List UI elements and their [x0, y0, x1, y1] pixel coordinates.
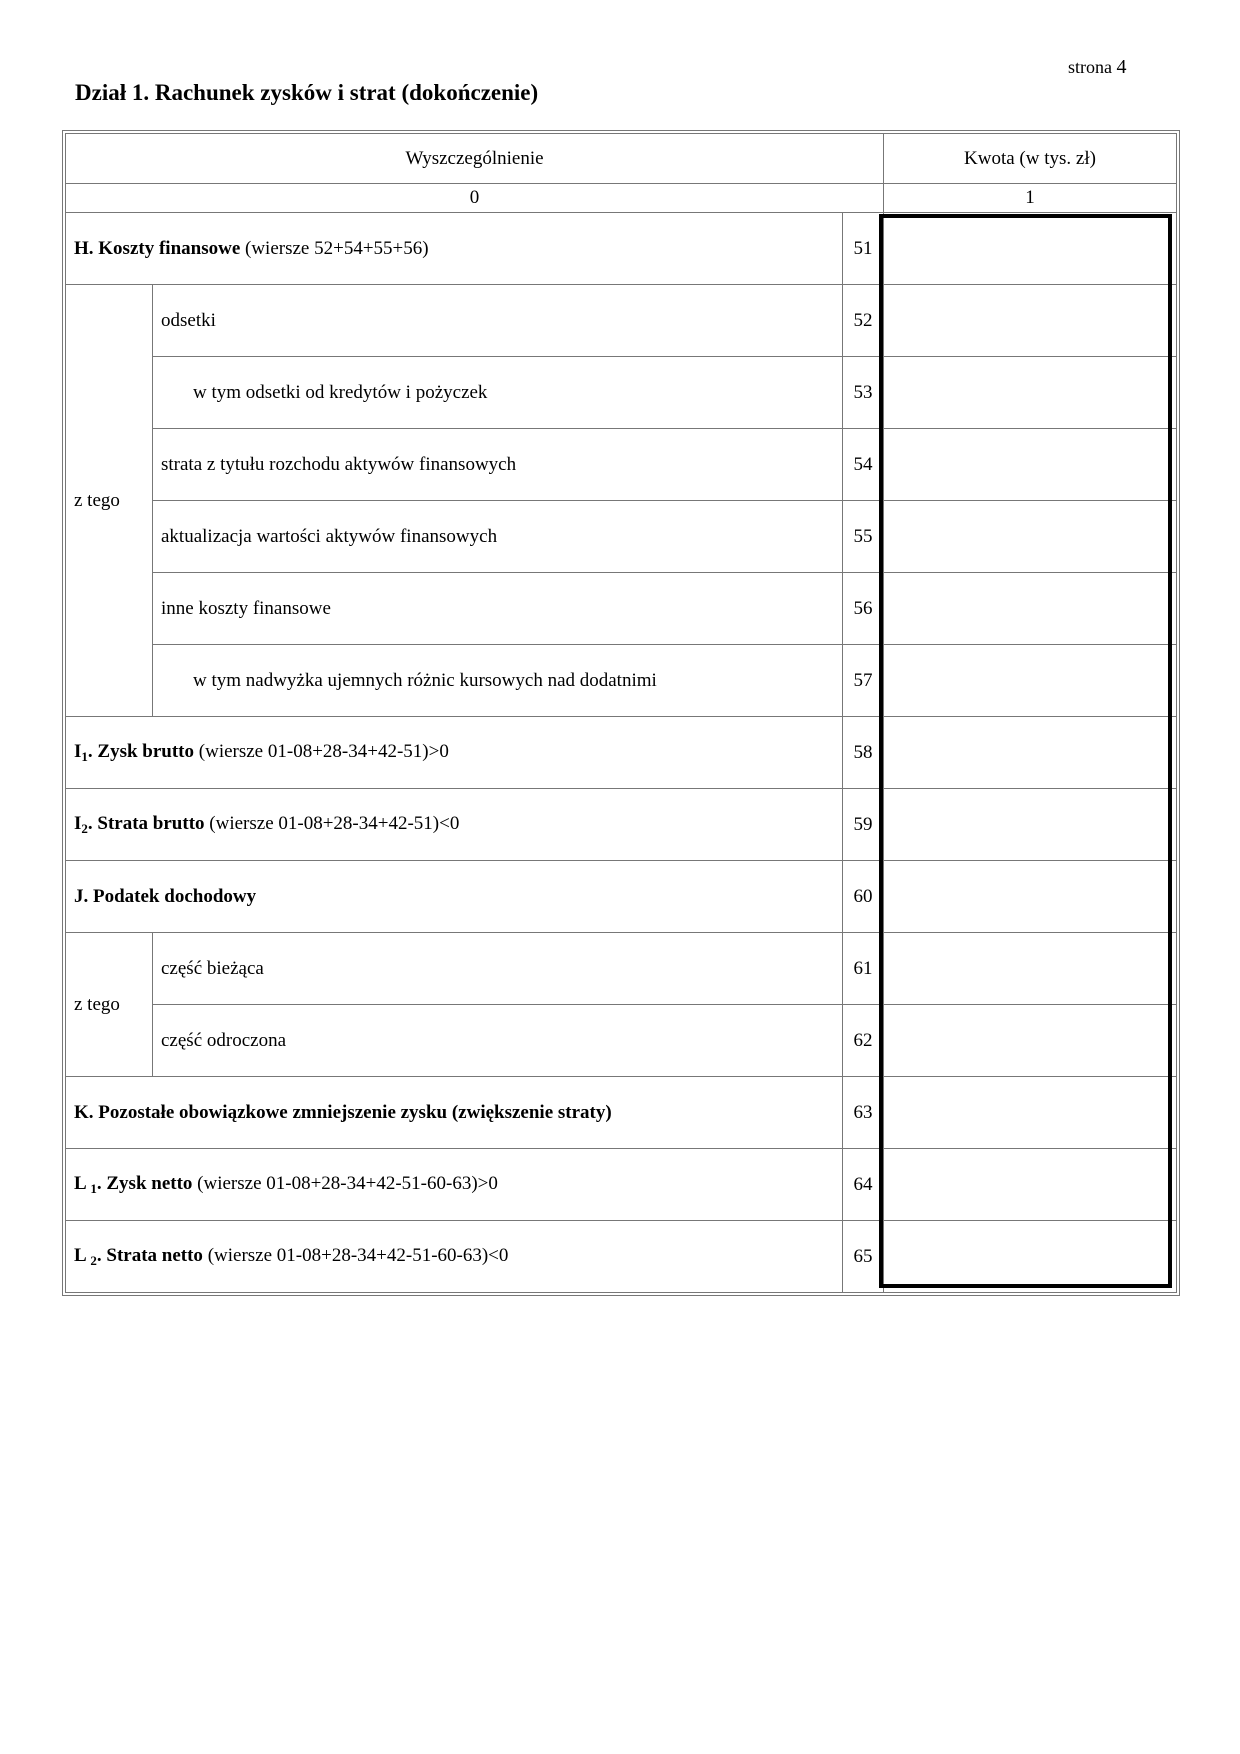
header-description: Wyszczególnienie [66, 134, 884, 184]
page-number [1068, 56, 1127, 79]
row-59-bold [74, 813, 205, 834]
column-index-1: 1 [884, 184, 1177, 213]
row-65-code: 65 [843, 1221, 884, 1293]
row-60-bold: J. Podatek dochodowy [74, 885, 257, 907]
row-56-code: 56 [843, 573, 884, 645]
row-57-code: 57 [843, 645, 884, 717]
row-61 [66, 933, 1177, 1005]
row-64-code: 64 [843, 1149, 884, 1221]
row-63-code: 63 [843, 1077, 884, 1149]
row-51-bold: H. Koszty finansowe [74, 237, 241, 259]
row-61-code: 61 [843, 933, 884, 1005]
row-58-sub: 1 [81, 748, 88, 764]
row-54-code: 54 [843, 429, 884, 501]
row-65 [66, 1221, 1177, 1293]
page-number-value: 4 [1116, 56, 1127, 78]
row-51-formula: (wiersze 52+54+55+56) [240, 237, 429, 259]
section-title: Dział 1. Rachunek zysków i strat (dokończenie) [75, 80, 539, 105]
row-58-amount-input[interactable] [884, 717, 1177, 789]
row-53-amount-input[interactable] [884, 357, 1177, 429]
row-52-code: 52 [843, 285, 884, 357]
row-59-label [66, 789, 843, 861]
row-64-letter: L [74, 1172, 91, 1194]
row-65-label [66, 1221, 843, 1293]
row-65-amount-input[interactable] [884, 1221, 1177, 1293]
row-58-label [66, 717, 843, 789]
z-tego-label-1: z tego [66, 285, 153, 717]
row-62 [66, 1005, 1177, 1077]
row-64-bold [74, 1173, 192, 1194]
row-65-letter: L [74, 1244, 91, 1266]
row-62-amount-input[interactable] [884, 1005, 1177, 1077]
row-60-amount-input[interactable] [884, 861, 1177, 933]
row-57-amount-input[interactable] [884, 645, 1177, 717]
row-62-label: część odroczona [153, 1005, 843, 1077]
z-tego-label-2: z tego [66, 933, 153, 1077]
row-58-code: 58 [843, 717, 884, 789]
row-64-sub: 1 [90, 1180, 97, 1196]
row-52-amount-input[interactable] [884, 285, 1177, 357]
header-amount: Kwota (w tys. zł) [884, 134, 1177, 184]
row-53-label: w tym odsetki od kredytów i pożyczek [153, 357, 843, 429]
row-54 [66, 429, 1177, 501]
row-65-title: . Strata netto [96, 1244, 203, 1266]
row-57 [66, 645, 1177, 717]
row-63 [66, 1077, 1177, 1149]
row-65-bold [74, 1245, 203, 1266]
row-60 [66, 861, 1177, 933]
row-58 [66, 717, 1177, 789]
row-59 [66, 789, 1177, 861]
row-63-bold: K. Pozostałe obowiązkowe zmniejszenie zysku (zwiększenie straty) [74, 1101, 612, 1123]
row-58-bold [74, 741, 194, 762]
row-60-label [66, 861, 843, 933]
row-58-title: . Zysk brutto [87, 740, 195, 762]
row-63-amount-input[interactable] [884, 1077, 1177, 1149]
row-58-formula: (wiersze 01-08+28-34+42-51)>0 [194, 740, 449, 762]
row-52 [66, 285, 1177, 357]
row-55-code: 55 [843, 501, 884, 573]
income-statement-table [65, 133, 1177, 1293]
page-label: strona [1068, 57, 1112, 77]
row-59-title: . Strata brutto [87, 812, 205, 834]
row-55-amount-input[interactable] [884, 501, 1177, 573]
row-58-letter: I [74, 740, 82, 762]
row-53-code: 53 [843, 357, 884, 429]
row-51-label [66, 213, 843, 285]
row-64-label [66, 1149, 843, 1221]
row-51-amount-input[interactable] [884, 213, 1177, 285]
row-54-amount-input[interactable] [884, 429, 1177, 501]
row-51-code: 51 [843, 213, 884, 285]
row-64-amount-input[interactable] [884, 1149, 1177, 1221]
row-53 [66, 357, 1177, 429]
row-59-letter: I [74, 812, 82, 834]
row-64-formula: (wiersze 01-08+28-34+42-51-60-63)>0 [192, 1172, 498, 1194]
column-index-0: 0 [66, 184, 884, 213]
row-56-amount-input[interactable] [884, 573, 1177, 645]
row-52-label: odsetki [153, 285, 843, 357]
row-56 [66, 573, 1177, 645]
row-64 [66, 1149, 1177, 1221]
row-57-label: w tym nadwyżka ujemnych różnic kursowych nad dodatnimi [153, 645, 843, 717]
row-59-sub: 2 [81, 820, 88, 836]
row-65-sub: 2 [90, 1252, 97, 1268]
row-60-code: 60 [843, 861, 884, 933]
row-55 [66, 501, 1177, 573]
column-index-row [66, 184, 1177, 213]
row-59-code: 59 [843, 789, 884, 861]
row-64-title: . Zysk netto [96, 1172, 193, 1194]
row-59-amount-input[interactable] [884, 789, 1177, 861]
header-row [66, 134, 1177, 184]
row-56-label: inne koszty finansowe [153, 573, 843, 645]
row-62-code: 62 [843, 1005, 884, 1077]
row-54-label: strata z tytułu rozchodu aktywów finansowych [153, 429, 843, 501]
row-59-formula: (wiersze 01-08+28-34+42-51)<0 [204, 812, 460, 834]
row-63-label [66, 1077, 843, 1149]
row-55-label: aktualizacja wartości aktywów finansowych [153, 501, 843, 573]
row-65-formula: (wiersze 01-08+28-34+42-51-60-63)<0 [202, 1244, 509, 1266]
row-61-label: część bieżąca [153, 933, 843, 1005]
row-51 [66, 213, 1177, 285]
row-61-amount-input[interactable] [884, 933, 1177, 1005]
